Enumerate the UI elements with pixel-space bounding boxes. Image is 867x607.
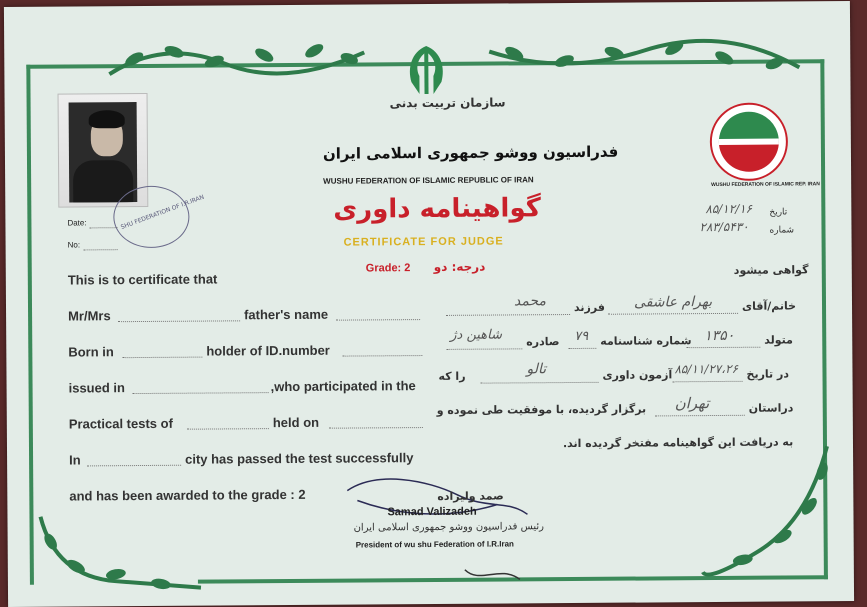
intro-text: This is to certificate that [67,271,218,288]
id-number-handwritten: ۷۹ [574,328,589,344]
no-label: No: [67,240,81,250]
holder-name-handwritten: بهرام عاشقی [633,294,713,311]
id-number-persian: شماره شناسنامه [600,334,692,348]
awarded-grade-label: and has been awarded to the grade : 2 [69,486,306,504]
date-label: Date: [67,218,87,228]
number-label-persian: شماره [769,225,795,236]
vine-ornament-bottom-left [35,506,206,597]
certify-persian: گواهی میشود [733,263,809,277]
participated-label: ,who participated in the [270,378,416,395]
federation-name-persian: فدراسیون ووشو جمهوری اسلامی ایران [322,142,619,163]
certificate-title-english: CERTIFICATE FOR JUDGE [343,235,504,249]
org-name-persian: سازمان تربیت بدنی [389,95,506,111]
date-label-persian: تاریخ [769,207,788,218]
receive-persian: به دریافت این گواهینامه مفتخر گردیده اند. [562,435,794,451]
born-in-label: Born in [68,344,114,360]
date-value: ۸۵/۱۲/۱۶ [705,201,753,217]
signatory-name-english: Samad Valizadeh [387,505,477,519]
fathers-name-label: father's name [244,306,329,323]
vine-ornament-top-left [104,32,374,84]
grade-english: Grade: 2 [365,262,411,275]
vine-ornament-bottom-right [697,441,838,577]
holder-id-label: holder of ID.number [206,342,330,359]
mr-mrs-persian: خانم/آقای [741,299,797,313]
mr-mrs-label: Mr/Mrs [68,308,111,324]
iran-emblem-icon [397,42,455,98]
city-passed-label: city has passed the test successfully [185,450,414,467]
held-on-label: held on [272,414,320,431]
frame-left-border [26,65,34,585]
bottom-signature-scribble [460,559,530,593]
vine-ornament-top-right [484,29,804,81]
federation-name-english: WUSHU FEDERATION OF ISLAMIC REPUBLIC OF IRAN [323,175,534,186]
signatory-title-english: President of wu shu Federation of I.R.Iran [355,539,514,550]
exam-date-handwritten: ۸۵/۱۱/۲۷،۲۶ [674,361,739,377]
on-date-persian: در تاریخ [746,367,790,381]
signatory-title-persian: رئیس فدراسیون ووشو جمهوری اسلامی ایران [353,521,545,534]
birth-year-handwritten: ۱۳۵۰ [704,327,735,345]
in-province-persian: دراستان [748,401,794,415]
exam-type-handwritten: تالو [526,361,547,378]
held-success-persian: برگزار گردیده، با موفقیت طی نموده و [436,402,647,417]
number-value: ۲۸۳/۵۴۳۰ [699,219,749,235]
child-of-persian: فرزند [573,300,605,314]
issued-place-handwritten: شاهین دژ [450,327,503,343]
father-name-handwritten: محمد [513,293,547,310]
issued-persian: صادره [526,335,560,349]
wushu-federation-logo [709,101,790,182]
certificate-title-persian: گواهینامه داوری [333,193,541,225]
issued-in-label: issued in [68,380,125,396]
practical-tests-label: Practical tests of [68,415,173,432]
born-persian: متولد [764,333,793,347]
which-persian: را که [438,369,466,383]
signatory-name-persian: صمد ولیزاده [437,489,504,503]
federation-stamp: SHU FEDERATION OF I.R.IRAN [113,186,189,249]
in-label: In [69,452,81,468]
province-handwritten: تهران [674,394,710,413]
grade-persian: درجه: دو [433,259,486,274]
logo-caption: WUSHU FEDERATION OF ISLAMIC REP. IRAN [711,181,820,189]
exam-persian: آزمون داوری [602,368,673,382]
certificate-paper [4,1,854,607]
